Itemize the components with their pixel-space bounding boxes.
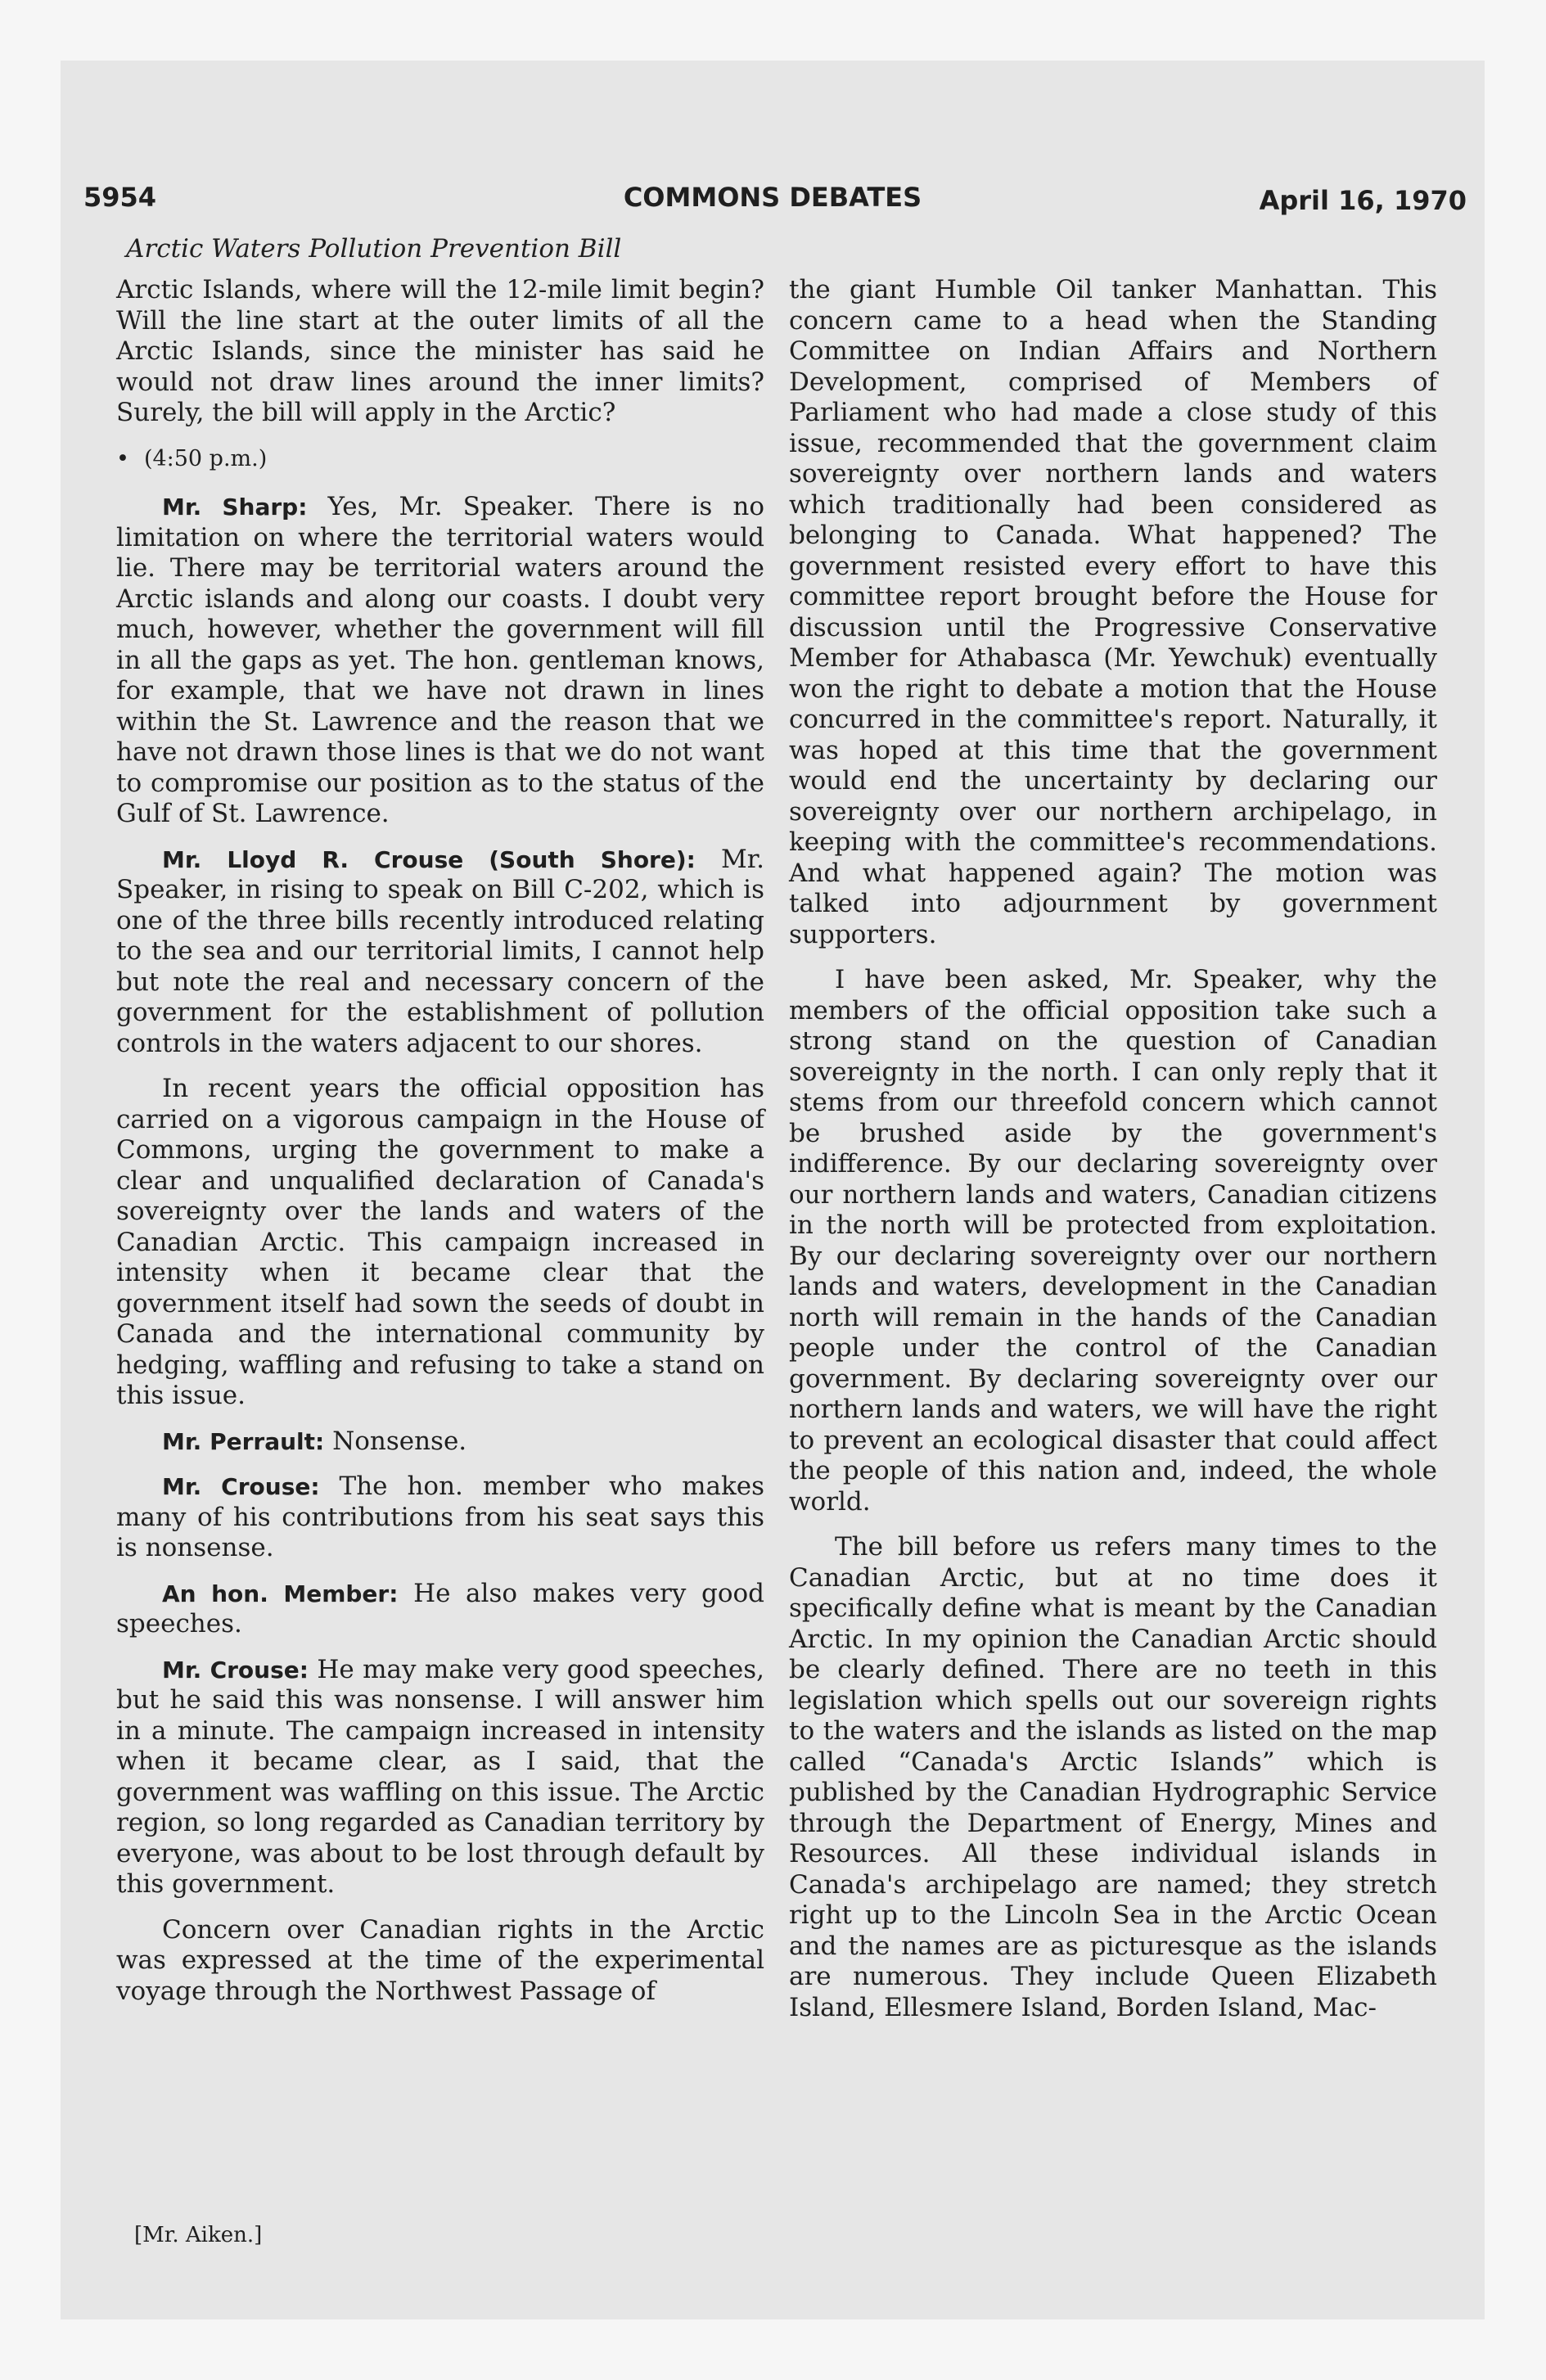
speech-paragraph [116,1472,764,1564]
speech-text: Nonsense. [332,1426,467,1456]
speaker-name: Mr. Sharp: [162,494,308,521]
speech-paragraph [116,1427,764,1458]
time-text: (4:50 p.m.) [143,445,268,471]
speech-text: The hon. member who makes many of his contributions from his seat says this is nonsense. [116,1472,764,1562]
time-stamp [116,444,764,475]
left-column [116,275,764,2022]
speech-paragraph [116,845,764,1060]
speech-paragraph [116,1579,764,1640]
speaker-name: An hon. Member: [162,1580,399,1607]
page-number: 5954 [83,182,157,213]
speaker-footer: [Mr. Aiken.] [134,2223,263,2247]
right-column [789,275,1437,2038]
paragraph: Concern over Canadian rights in the Arctic was expressed at the time of the experimental voyage through the Northwest Passage of [116,1914,764,2006]
publication-date: April 16, 1970 [1259,185,1467,216]
paragraph: The bill before us refers many times to the Canadian Arctic, but at no time does it specifically define what is meant by the Canadian Arctic. In my opinion the Canadian Arctic should be clearly defined. There are no teeth in this legislation which spells out our sovereign rights to the waters and the islands as listed on the map called “Canada's Arctic Islands” which is published by the Canadian Hydrographic Service through the Department of Energy, Mines and Resources. All these individual islands in Canada's archipelago are named; they stretch right up to the Lincoln Sea in the Arctic Ocean and the names are as picturesque as the islands are numerous. They include Queen Elizabeth Island, Ellesmere Island, Borden Island, Mac- [789,1532,1437,2022]
paragraph: the giant Humble Oil tanker Manhattan. This concern came to a head when the Standing Committee on Indian Affairs and Northern Development, comprised of Members of Parliament who had made a close study of this issue, recommended that the government claim sovereignty over northern lands and waters which traditionally had been considered as belonging to Canada. What happened? The government resisted every effort to have this committee report brought before the House for discussion until the Progressive Conservative Member for Athabasca (Mr. Yewchuk) eventually won the right to debate a motion that the House concurred in the committee's report. Naturally, it was hoped at this time that the government would end the uncertainty by declaring our sovereignty over our northern archipelago, in keeping with the committee's recommendations. And what happened again? The motion was talked into adjournment by government supporters. [789,275,1437,949]
journal-title: COMMONS DEBATES [623,182,922,213]
speech-text: He may make very good speeches, but he said this was nonsense. I will answer him in a minute. The campaign increased in intensity when it became clear, as I said, that the government was waffling on this issue. The Arctic region, so long regarded as Canadian territory by everyone, was about to be lost through default by this government. [116,1654,764,1899]
speaker-name: Mr. Perrault: [162,1427,325,1455]
speech-text: Mr. Speaker, in rising to speak on Bill C-202, which is one of the three bills recently introduced relating to the sea and our territorial limits, I cannot help but note the real and necessary concern of the government for the establishment of pollution controls in the waters adjacent to our shores. [116,844,764,1058]
speaker-name: Mr. Lloyd R. Crouse (South Shore): [162,845,696,873]
paragraph: I have been asked, Mr. Speaker, why the members of the official opposition take such a strong stand on the question of Canadian sovereignty in the north. I can only reply that it stems from our threefold concern which cannot be brushed aside by the government's indifference. By our declaring sovereignty over our northern lands and waters, Canadian citizens in the north will be protected from exploitation. By our declaring sovereignty over our northern lands and waters, development in the Canadian north will remain in the hands of the Canadian people under the control of the Canadian government. By declaring sovereignty over our northern lands and waters, we will have the right to prevent an ecological disaster that could affect the people of this nation and, indeed, the whole world. [789,965,1437,1517]
speech-text: He also makes very good speeches. [116,1578,764,1639]
page-header [61,182,1485,221]
paragraph: Arctic Islands, where will the 12-mile limit begin? Will the line start at the outer limits of all the Arctic Islands, since the minister has said he would not draw lines around the inner limits? Surely, the bill will apply in the Arctic? [116,275,764,427]
speaker-name: Mr. Crouse: [162,1473,320,1500]
bullet-icon: • [116,445,129,471]
speech-text: Yes, Mr. Speaker. There is no limitation on where the territorial waters would lie. There may be territorial waters around the Arctic islands and along our coasts. I doubt very much, however, whether the government will fill in all the gaps as yet. The hon. gentleman knows, for example, that we have not drawn in lines within the St. Lawrence and the reason that we have not drawn those lines is that we do not want to compromise our position as to the status of the Gulf of St. Lawrence. [116,492,764,828]
speech-paragraph [116,492,764,830]
debate-page [61,61,1485,2319]
speaker-name: Mr. Crouse: [162,1656,309,1684]
paragraph: In recent years the official opposition has carried on a vigorous campaign in the House of Commons, urging the government to make a clear and unqualified declaration of Canada's sovereignty over the lands and waters of the Canadian Arctic. This campaign increased in intensity when it became clear that the government itself had sown the seeds of doubt in Canada and the international community by hedging, waffling and refusing to take a stand on this issue. [116,1074,764,1410]
running-title: Arctic Waters Pollution Prevention Bill [126,234,622,264]
speech-paragraph [116,1655,764,1900]
